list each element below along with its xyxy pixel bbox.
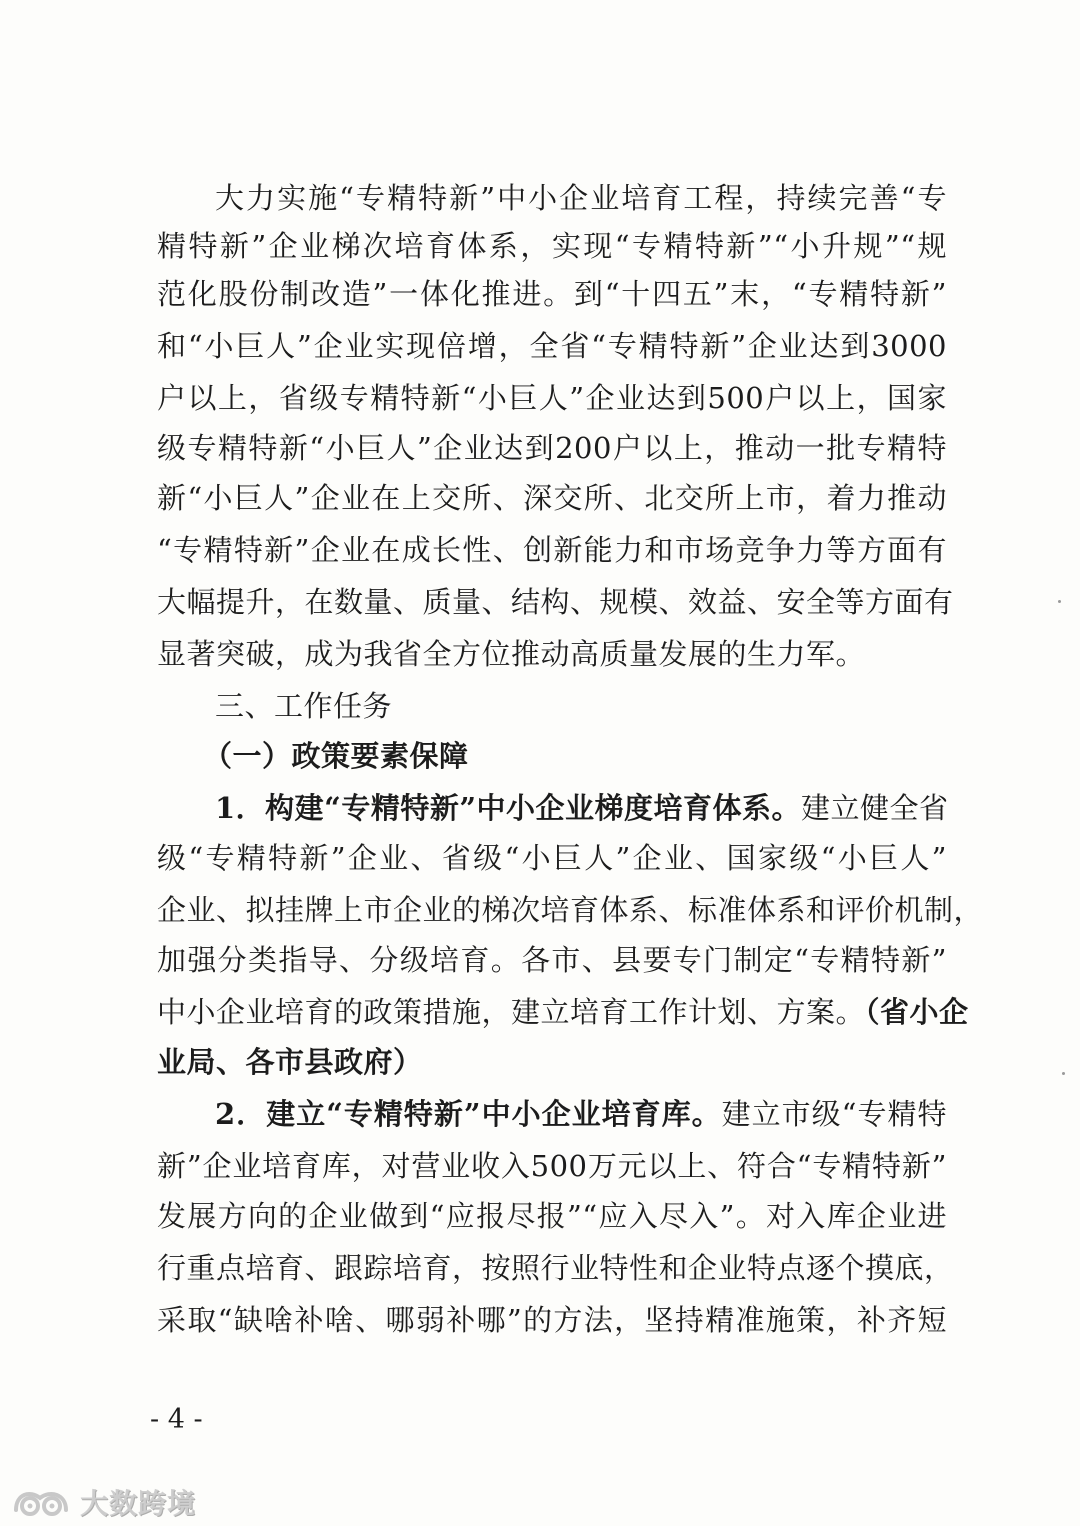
paragraph-line: 新”企业培育库，对营业收入500万元以上、符合“专精特新” bbox=[157, 1149, 947, 1183]
paragraph-line: 加强分类指导、分级培育。各市、县要专门制定“专精特新” bbox=[157, 943, 947, 977]
paragraph-line: 行重点培育、跟踪培育，按照行业特性和企业特点逐个摸底， bbox=[157, 1251, 954, 1285]
paragraph-line: 企业、拟挂牌上市企业的梯次培育体系、标准体系和评价机制， bbox=[157, 893, 984, 927]
item-1-text: 中小企业培育的政策措施，建立培育工作计划、方案。 bbox=[157, 995, 866, 1029]
paragraph-line: 显著突破，成为我省全方位推动高质量发展的生力军。 bbox=[157, 637, 866, 671]
paragraph-line: “专精特新”企业在成长性、创新能力和市场竞争力等方面有 bbox=[157, 533, 947, 567]
paragraph-line: 发展方向的企业做到“应报尽报”“应入尽入”。对入库企业进 bbox=[157, 1199, 947, 1233]
paragraph-line: 采取“缺啥补啥、哪弱补哪”的方法，坚持精准施策，补齐短 bbox=[157, 1303, 947, 1337]
scan-speck bbox=[1058, 600, 1061, 603]
paragraph-line: 户以上，省级专精特新“小巨人”企业达到500户以上，国家 bbox=[157, 381, 947, 415]
paragraph-line: 和“小巨人”企业实现倍增，全省“专精特新”企业达到3000 bbox=[157, 329, 947, 363]
item-1-title: 1．构建“专精特新”中小企业梯度培育体系。 bbox=[215, 791, 802, 825]
responsible-parties: （省小企 bbox=[865, 995, 969, 1029]
subsection-heading: （一）政策要素保障 bbox=[203, 739, 469, 773]
responsible-parties: 业局、各市县政府） bbox=[157, 1045, 423, 1079]
item-2-first-line bbox=[215, 1088, 947, 1140]
section-heading: 三、工作任务 bbox=[215, 689, 393, 723]
paragraph-line: 级专精特新“小巨人”企业达到200户以上，推动一批专精特 bbox=[157, 431, 947, 465]
paragraph-line: 新“小巨人”企业在上交所、深交所、北交所上市，着力推动 bbox=[157, 481, 947, 515]
paragraph-line: 级“专精特新”企业、省级“小巨人”企业、国家级“小巨人” bbox=[157, 841, 947, 875]
paragraph-line: 精特新”企业梯次培育体系，实现“专精特新”“小升规”“规 bbox=[157, 229, 947, 263]
paragraph-line: 大幅提升，在数量、质量、结构、规模、效益、安全等方面有 bbox=[157, 585, 954, 619]
watermark-text: 大数跨境 bbox=[80, 1487, 197, 1520]
paragraph-line: 大力实施“专精特新”中小企业培育工程，持续完善“专 bbox=[215, 181, 947, 215]
watermark bbox=[10, 1482, 196, 1522]
page-number: - 4 - bbox=[150, 1404, 203, 1435]
item-2-title: 2．建立“专精特新”中小企业培育库。 bbox=[215, 1097, 722, 1131]
item-1-text: 建立健全省 bbox=[801, 791, 949, 825]
owl-logo-icon bbox=[10, 1484, 72, 1520]
item-1-responsible-line bbox=[157, 986, 969, 1038]
paragraph-line: 范化股份制改造”一体化推进。到“十四五”末，“专精特新” bbox=[157, 277, 947, 311]
item-1-first-line bbox=[215, 782, 947, 834]
scan-speck bbox=[1062, 1072, 1065, 1075]
item-2-text: 建立市级“专精特 bbox=[721, 1097, 948, 1131]
